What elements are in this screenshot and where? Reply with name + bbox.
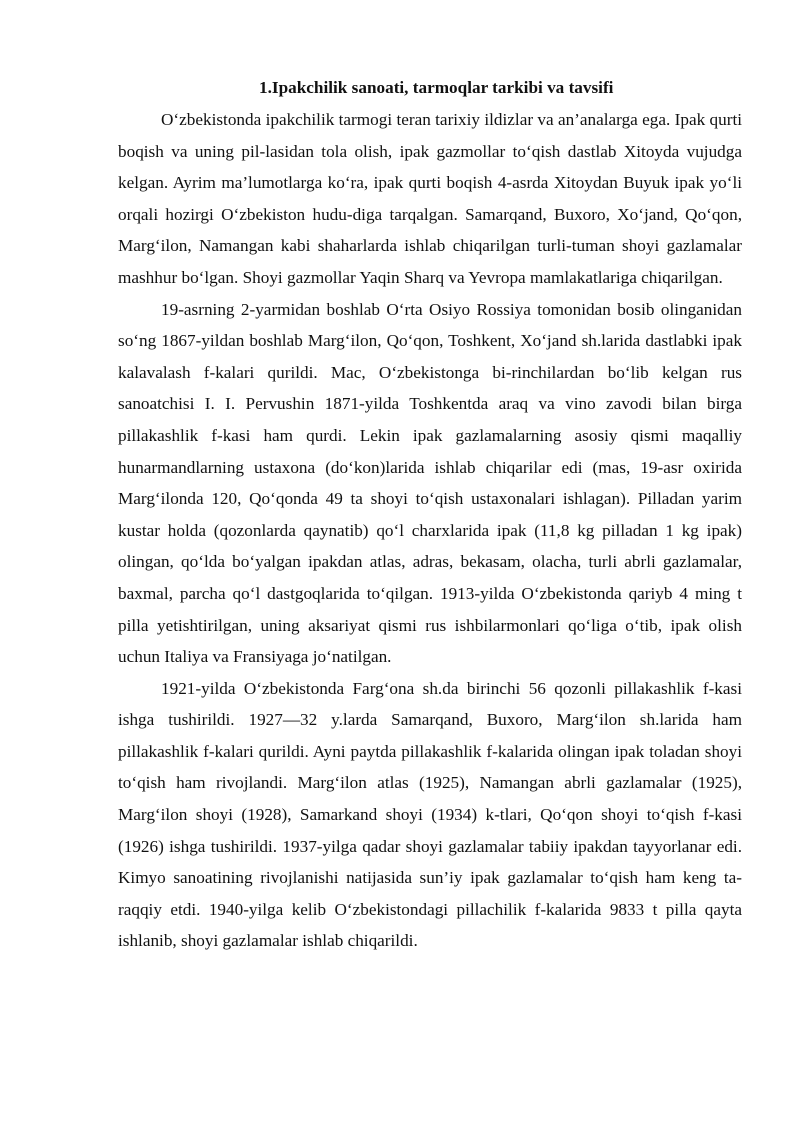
- document-page: [118, 72, 742, 957]
- paragraph-1921-1940: 1921-yilda O‘zbekistonda Farg‘ona sh.da birinchi 56 qozonli pillakashlik f-kasi ishga tushirildi. 1927—32 y.larda Samarqand, Buxoro, Marg‘ilon sh.larida ham pillakashlik f-kalari qurildi. Ayni paytda pillakashlik f-kalarida olingan ipak toladan shoyi to‘qish ham rivojlandi. Marg‘ilon atlas (1925), Namangan abrli gazlamalar (1925), Marg‘ilon shoyi (1928), Samarkand shoyi (1934) k-tlari, Qo‘qon shoyi to‘qish f-kasi (1926) ishga tushirildi. 1937-yilga qadar shoyi gazlamalar tabiiy ipakdan tayyorlanar edi. Kimyo sanoatining rivojlanishi natijasida sun’iy ipak gazlamalar to‘qish ham keng ta-raqqiy etdi. 1940-yilga kelib O‘zbekistondagi pillachilik f-kalarida 9833 t pilla qayta ishlanib, shoyi gazlamalar ishlab chiqarildi.: [118, 678, 742, 951]
- paragraph-history-origins: O‘zbekistonda ipakchilik tarmogi teran tarixiy ildizlar va an’analarga ega. Ipak qurti boqish va uning pil-lasidan tola olish, ipak gazmollar to‘qish dastlab Xitoyda vujudga kelgan. Ayrim ma’lumotlarga ko‘ra, ipak qurti boqish 4-asrda Xitoydan Buyuk ipak yo‘li orqali hozirgi O‘zbekiston hudu-diga tarqalgan. Samarqand, Buxoro, Xo‘jand, Qo‘qon, Marg‘ilon, Namangan kabi shaharlarda ishlab chiqarilgan turli-tuman shoyi gazlamalar mashhur bo‘lgan. Shoyi gazmollar Yaqin Sharq va Yevropa mamlakatlariga chiqarilgan.: [118, 110, 742, 287]
- paragraph-19th-century: 19-asrning 2-yarmidan boshlab O‘rta Osiyo Rossiya tomonidan bosib olinganidan so‘ng 1867-yildan boshlab Marg‘ilon, Qo‘qon, Toshkent, Xo‘jand sh.larida dastlabki ipak kalavalash f-kalari qurildi. Mac, O‘zbekistonga bi-rinchilardan bo‘lib kelgan rus sanoatchisi I. I. Pervushin 1871-yilda Toshkentda araq va vino zavodi bilan birga pillakashlik f-kasi ham qurdi. Lekin ipak gazlamalarning asosiy qismi maqalliy hunarmandlarning ustaxona (do‘kon)larida ishlab chiqarilar edi (mas, 19-asr oxirida Marg‘ilonda 120, Qo‘qonda 49 ta shoyi to‘qish ustaxonalari ishlagan). Pilladan yarim kustar holda (qozonlarda qaynatib) qo‘l charxlarida ipak (11,8 kg pilladan 1 kg ipak) olingan, qo‘lda bo‘yalgan ipakdan atlas, adras, bekasam, olacha, turli abrli gazlamalar, baxmal, parcha qo‘l dastgoqlarida to‘qilgan. 1913-yilda O‘zbekistonda qariyb 4 ming t pilla yetishtirilgan, uning aksariyat qismi rus ishbilarmonlari qo‘liga o‘tib, ipak olish uchun Italiya va Fransiyaga jo‘natilgan.: [118, 299, 742, 667]
- section-heading: 1.Ipakchilik sanoati, tarmoqlar tarkibi va tavsifi: [259, 78, 614, 97]
